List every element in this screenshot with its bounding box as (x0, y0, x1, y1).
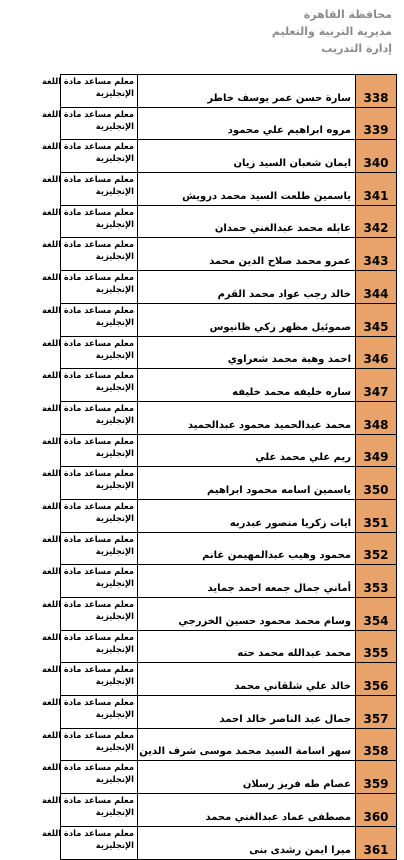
teacher-name: عمرو محمد صلاح الدين محمد (138, 238, 356, 271)
job-title-line1: معلم مساعد مادة اللغة (41, 239, 134, 250)
job-title-cell (41, 369, 138, 402)
job-title-cell (41, 826, 138, 859)
row-number: 349 (356, 434, 397, 467)
job-title-cell (41, 173, 138, 206)
teacher-name: احمد وهبة محمد شعراوي (138, 336, 356, 369)
job-title-line1: معلم مساعد مادة اللغة (41, 272, 134, 283)
row-number: 342 (356, 205, 397, 238)
row-number: 352 (356, 532, 397, 565)
job-title-cell (41, 499, 138, 532)
table-row (61, 826, 397, 859)
row-number: 353 (356, 565, 397, 598)
teacher-name: محمود وهيب عبدالمهيمن غانم (138, 532, 356, 565)
job-title-cell (41, 728, 138, 761)
job-title-cell (41, 336, 138, 369)
table-row (61, 499, 397, 532)
job-title-cell (41, 696, 138, 729)
job-title-cell (41, 598, 138, 631)
job-title-line2: الإنجليزية (95, 807, 134, 818)
table-row (61, 401, 397, 434)
job-title-line1: معلم مساعد مادة اللغة (41, 533, 134, 544)
row-number: 339 (356, 107, 397, 140)
job-title-line1: معلم مساعد مادة اللغة (41, 664, 134, 675)
table-body (41, 75, 397, 860)
job-title-line2: الإنجليزية (95, 611, 134, 621)
job-title-line1: معلم مساعد مادة اللغة (41, 762, 134, 773)
job-title-cell (41, 140, 138, 173)
job-title-line1: معلم مساعد مادة اللغة (41, 827, 134, 838)
row-number: 340 (356, 140, 397, 173)
names-table-container (41, 74, 397, 860)
job-title-line2: الإنجليزية (95, 839, 134, 850)
job-title-line2: الإنجليزية (95, 251, 134, 262)
job-title-line2: الإنجليزية (95, 676, 134, 687)
table-row (61, 173, 397, 206)
teacher-name: عصام طه فريز رسلان (138, 761, 356, 794)
job-title-line2: الإنجليزية (95, 774, 134, 785)
department-title: إدارة التدريب (321, 42, 392, 55)
job-title-line2: الإنجليزية (95, 186, 134, 197)
job-title-cell (41, 532, 138, 565)
job-title-line2: الإنجليزية (95, 414, 134, 425)
table-row (61, 303, 397, 336)
teacher-name: مروه ابراهيم علي محمود (138, 107, 356, 140)
job-title-line1: معلم مساعد مادة اللغة (41, 795, 134, 806)
teacher-name: وسام محمد محمود حسين الخزرجي (138, 598, 356, 631)
table-row (61, 761, 397, 794)
job-title-line2: الإنجليزية (95, 316, 134, 327)
job-title-line2: الإنجليزية (95, 88, 134, 98)
job-title-line1: معلم مساعد مادة اللغة (41, 599, 134, 609)
job-title-line1: معلم مساعد مادة اللغة (41, 370, 134, 381)
teacher-name: خالد رجب عواد محمد القرم (138, 271, 356, 304)
job-title-line1: معلم مساعد مادة اللغة (41, 500, 134, 511)
table-row (61, 107, 397, 140)
table-row (61, 663, 397, 696)
job-title-cell (41, 794, 138, 827)
job-title-line1: معلم مساعد مادة اللغة (41, 435, 134, 446)
job-title-line1: معلم مساعد مادة اللغة (41, 304, 134, 315)
job-title-line1: معلم مساعد مادة اللغة (41, 174, 134, 185)
teacher-name: مصطفى عماد عبدالغني محمد (138, 794, 356, 827)
job-title-line2: الإنجليزية (95, 120, 134, 131)
table-row (61, 75, 397, 108)
job-title-cell (41, 467, 138, 500)
teacher-name: عابله محمد عبدالغني حمدان (138, 205, 356, 238)
table-row (61, 565, 397, 598)
row-number: 355 (356, 630, 397, 663)
job-title-line2: الإنجليزية (95, 578, 134, 589)
row-number: 357 (356, 696, 397, 729)
row-number: 346 (356, 336, 397, 369)
job-title-line1: معلم مساعد مادة اللغة (41, 566, 134, 577)
directorate-title: مديرية التربية والتعليم (271, 25, 392, 38)
document-header (272, 6, 392, 57)
job-title-line2: الإنجليزية (95, 349, 134, 360)
job-title-line2: الإنجليزية (95, 512, 134, 523)
job-title-cell (41, 663, 138, 696)
table-row (61, 467, 397, 500)
teacher-name: خالد علي شلقاني محمد (138, 663, 356, 696)
governorate-title: محافظة القاهرة (303, 8, 392, 21)
table-row (61, 728, 397, 761)
job-title-line2: الإنجليزية (95, 153, 134, 164)
row-number: 359 (356, 761, 397, 794)
row-number: 358 (356, 728, 397, 761)
job-title-line2: الإنجليزية (95, 709, 134, 720)
teacher-name: سهر اسامة السيد محمد موسى شرف الدين (138, 728, 356, 761)
teacher-name: ايمان شعبان السيد زيان (138, 140, 356, 173)
row-number: 347 (356, 369, 397, 402)
job-title-line2: الإنجليزية (95, 643, 134, 654)
table-row (61, 140, 397, 173)
job-title-line2: الإنجليزية (95, 382, 134, 393)
teacher-name: محمد عبدالله محمد حته (138, 630, 356, 663)
table-row (61, 205, 397, 238)
teacher-name: جمال عبد الناصر خالد احمد (138, 696, 356, 729)
job-title-cell (41, 303, 138, 336)
table-row (61, 271, 397, 304)
job-title-line2: الإنجليزية (95, 284, 134, 295)
table-row (61, 434, 397, 467)
job-title-line1: معلم مساعد مادة اللغة (41, 337, 134, 348)
teacher-name: ميرا ايمن رشدى بنى (138, 826, 356, 859)
job-title-line2: الإنجليزية (95, 741, 134, 752)
table-row (61, 696, 397, 729)
row-number: 351 (356, 499, 397, 532)
job-title-line1: معلم مساعد مادة اللغة (41, 631, 134, 642)
teacher-name: أماني جمال جمعه احمد جمايد (138, 565, 356, 598)
teacher-name: سارة حسن عمر يوسف خاطر (138, 75, 356, 108)
row-number: 350 (356, 467, 397, 500)
row-number: 356 (356, 663, 397, 696)
job-title-line1: معلم مساعد مادة اللغة (41, 76, 134, 86)
job-title-cell (41, 434, 138, 467)
row-number: 360 (356, 794, 397, 827)
row-number: 354 (356, 598, 397, 631)
job-title-line2: الإنجليزية (95, 480, 134, 491)
table-row (61, 532, 397, 565)
row-number: 343 (356, 238, 397, 271)
job-title-line1: معلم مساعد مادة اللغة (41, 468, 134, 479)
table-row (61, 794, 397, 827)
row-number: 348 (356, 401, 397, 434)
job-title-line1: معلم مساعد مادة اللغة (41, 402, 134, 413)
job-title-line1: معلم مساعد مادة اللغة (41, 729, 134, 740)
job-title-cell (41, 630, 138, 663)
job-title-cell (41, 75, 138, 108)
job-title-line2: الإنجليزية (95, 447, 134, 458)
teacher-name: ساره خليفه محمد خليفه (138, 369, 356, 402)
teacher-name: ايات زكريا منصور عبدربه (138, 499, 356, 532)
job-title-line2: الإنجليزية (95, 545, 134, 556)
job-title-cell (41, 401, 138, 434)
table-row (61, 369, 397, 402)
row-number: 338 (356, 75, 397, 108)
table-row (61, 336, 397, 369)
job-title-line1: معلم مساعد مادة اللغة (41, 697, 134, 708)
job-title-cell (41, 107, 138, 140)
job-title-cell (41, 271, 138, 304)
row-number: 361 (356, 826, 397, 859)
row-number: 341 (356, 173, 397, 206)
table-row (61, 630, 397, 663)
teacher-name: صموئيل مظهر زكي ظانيوس (138, 303, 356, 336)
job-title-line1: معلم مساعد مادة اللغة (41, 206, 134, 217)
table-row (61, 238, 397, 271)
teacher-name: محمد عبدالحميد محمود عبدالحميد (138, 401, 356, 434)
teacher-name: ياسمين اسامه محمود ابراهيم (138, 467, 356, 500)
job-title-cell (41, 238, 138, 271)
job-title-line1: معلم مساعد مادة اللغة (41, 141, 134, 152)
job-title-cell (41, 761, 138, 794)
names-table (41, 74, 397, 860)
teacher-name: ياسمين طلعت السيد محمد درويش (138, 173, 356, 206)
row-number: 345 (356, 303, 397, 336)
job-title-cell (41, 205, 138, 238)
job-title-cell (41, 565, 138, 598)
job-title-line1: معلم مساعد مادة اللغة (41, 108, 134, 119)
row-number: 344 (356, 271, 397, 304)
table-row (61, 598, 397, 631)
teacher-name: ريم علي محمد علي (138, 434, 356, 467)
job-title-line2: الإنجليزية (95, 218, 134, 229)
